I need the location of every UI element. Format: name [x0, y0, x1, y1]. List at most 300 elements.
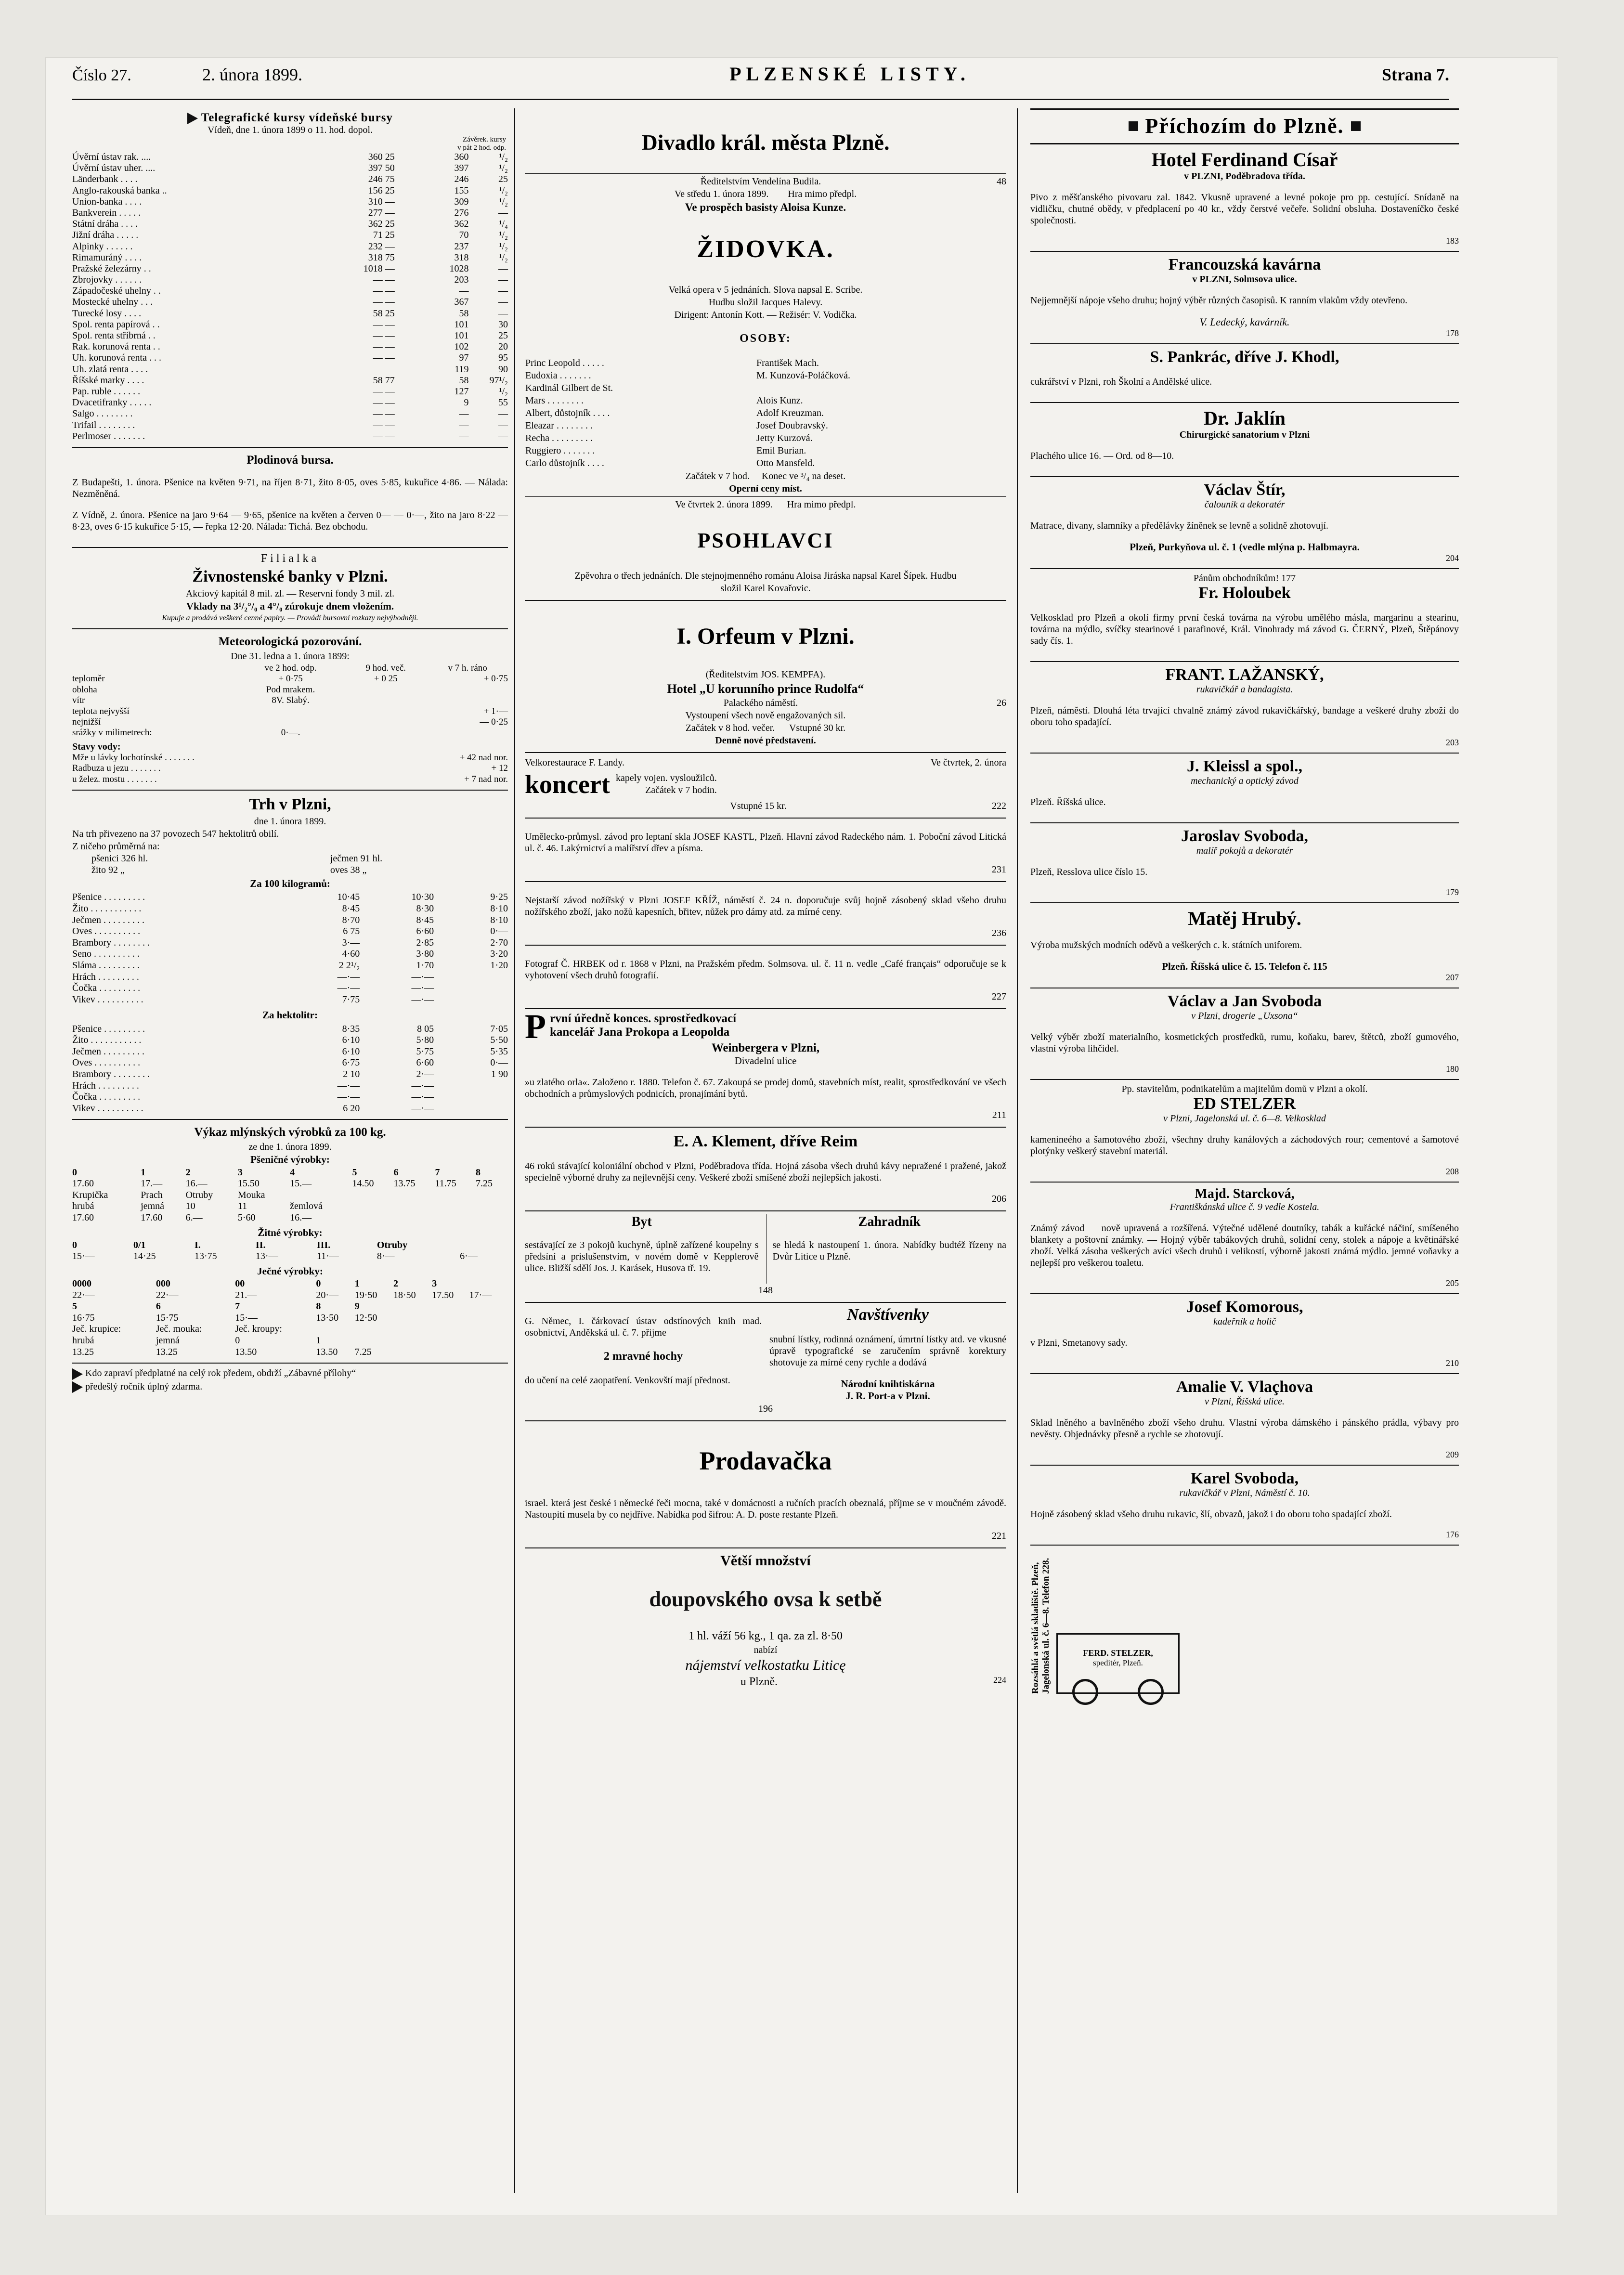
- pointer-icon: [72, 1381, 83, 1393]
- commodity-price: —·—: [337, 1092, 360, 1103]
- table-row: [72, 994, 508, 1006]
- advertisement: [1030, 1183, 1459, 1294]
- commodity-name: Hrách . . . . . . . . .: [72, 971, 139, 982]
- meteo-label: vítr: [72, 695, 85, 706]
- stock-name: Trifail . . . . . . . .: [72, 419, 135, 430]
- commodity-name: Čočka . . . . . . . . .: [72, 1092, 141, 1103]
- masthead-rule: [72, 99, 1449, 100]
- klement-num: 206: [992, 1194, 1006, 1205]
- cast-actor: František Mach.: [756, 358, 819, 369]
- stock-frac: 97¹/₂: [489, 375, 508, 386]
- advertisement: [1030, 823, 1459, 903]
- oats-line-4: nabízí: [754, 1644, 778, 1655]
- stock-close: 246 75: [368, 174, 395, 185]
- table-row: [72, 274, 508, 286]
- stock-title: Telegrafické kursy vídeňské bursy: [72, 111, 508, 125]
- stock-name: Pražské železárny . .: [72, 263, 151, 274]
- mill-grade: 0/1: [133, 1239, 146, 1250]
- mill-price: 13·50: [316, 1312, 339, 1323]
- stock-frac: ¹/₂: [499, 196, 508, 207]
- stock-name: Rimamuráný . . . .: [72, 252, 142, 263]
- table-row: [72, 728, 508, 738]
- mill-price: 13·75: [194, 1251, 217, 1262]
- meteo-value: [237, 717, 344, 728]
- cast-actor: Adolf Kreuzman.: [756, 408, 824, 419]
- prodavacka-ad: [525, 1421, 1006, 1548]
- ad-body: cukrářství v Plzni, roh Školní a Andělské ulice.: [1030, 377, 1212, 387]
- concert-right-2: Začátek v 7 hodin.: [645, 785, 717, 796]
- table-row: [72, 1301, 508, 1313]
- mill-price: 17.60: [72, 1178, 94, 1189]
- meteo-value: + 0·75: [483, 674, 508, 684]
- kastl-ad: [525, 819, 1006, 882]
- bank-note: Kupuje a prodává veškeré cenné papíry. — Provádí bursovní rozkazy nejvýhodněji.: [162, 613, 418, 622]
- byt-text: sestávající ze 3 pokojů kuchyně, úplně zařízené koupelny s předsíní a prislušenstvím, v novém domě v Kepplerově ulice. Bližší sdělí Jos. J. Karásek, Husova tř. 19.: [525, 1240, 759, 1274]
- commodity-name: Hrách . . . . . . . . .: [72, 1080, 139, 1091]
- stock-close: — —: [373, 319, 395, 330]
- meteo-label: srážky v milimetrech:: [72, 728, 152, 738]
- subscription-line-2: předešlý ročník úplný zdarma.: [72, 1381, 508, 1393]
- stelzer-wagon-ad: [1030, 1546, 1459, 1699]
- stock-name: Uh. zlatá renta . . . .: [72, 364, 148, 375]
- table-row: [72, 1035, 508, 1046]
- kriz-num: 236: [992, 928, 1006, 939]
- market-per100-head: Za 100 kilogramů:: [250, 878, 330, 890]
- market-block: [72, 791, 508, 1120]
- mill-grade: 0: [316, 1278, 321, 1289]
- table-row: [72, 319, 508, 330]
- ad-business-name: S. Pankrác, dříve J. Khodl,: [1150, 348, 1339, 366]
- oats-line-6: u Plzně. 224: [740, 1675, 1006, 1688]
- cast-role: Mars . . . . . . . .: [525, 395, 584, 406]
- table-row: [72, 926, 508, 937]
- table-row: [72, 1240, 508, 1251]
- market-perhl-head: Za hektolitr:: [262, 1009, 318, 1021]
- commodity-name: Ječmen . . . . . . . . .: [72, 1046, 144, 1057]
- stock-afternoon: —: [459, 286, 469, 297]
- prodavacka-num: 221: [992, 1530, 1006, 1541]
- stock-close: — —: [373, 330, 395, 341]
- table-row: [72, 972, 508, 983]
- stock-afternoon: 102: [454, 341, 469, 352]
- byt-zahradnik-ad: [525, 1211, 1006, 1303]
- ad-role: Františkánská ulice č. 9 vedle Kostela.: [1169, 1202, 1320, 1212]
- mill-grade: 8: [316, 1301, 321, 1312]
- table-row: [72, 386, 508, 397]
- stock-frac: —: [498, 408, 508, 419]
- commodity-price: —·—: [411, 1092, 434, 1103]
- mill-grade: 6: [156, 1301, 161, 1312]
- table-row: [525, 394, 1006, 407]
- meteo-block: [72, 629, 508, 791]
- ad-body: kamenineého a šamotového zboží, všechny druhy kanálových a záchodových rour; cementové a šamotové plotýnky veškerý stavební materiál.: [1030, 1134, 1459, 1157]
- mill-price: 13.25: [72, 1346, 94, 1357]
- commodity-price: —·—: [411, 983, 434, 994]
- mill-subhead-2: 1: [316, 1335, 321, 1346]
- ad-business-name: ED STELZER: [1193, 1095, 1296, 1113]
- table-row: [72, 297, 508, 308]
- stock-name: Spol. renta stříbrná . .: [72, 330, 156, 341]
- stock-frac: ¹/₄: [499, 219, 508, 230]
- mill-grade: 0: [72, 1239, 77, 1250]
- ad-role: v Plzni, Jagelonská ul. č. 6—8. Velkosklad: [1163, 1113, 1326, 1124]
- wagon-line-1: FERD. STELZER,: [1083, 1648, 1153, 1658]
- orfeum-line: Vystoupení všech nově engažovaných sil.: [685, 710, 846, 721]
- meteo-value: [344, 685, 427, 695]
- mill-price: 15.50: [237, 1178, 260, 1189]
- advertisement: [1030, 1466, 1459, 1546]
- stock-afternoon: —: [459, 430, 469, 442]
- stock-frac: —: [498, 308, 508, 319]
- ad-subtitle: Chirurgické sanatorium v Plzni: [1179, 429, 1310, 440]
- stock-frac: ¹/₂: [499, 241, 508, 252]
- kastl-text: Umělecko-průmysl. závod pro leptaní skla JOSEF KASTL, Plzeň. Hlavní závod Radeckého nám. 1. Poboční závod Litická ul. č. 46. Lakýrnictví a malířství dřev a písma.: [525, 832, 1006, 854]
- mill-subhead-2: 10: [185, 1201, 195, 1212]
- advertisement: [1030, 1080, 1459, 1183]
- commodity-price: 5·50: [490, 1035, 508, 1046]
- mill-report-block: [72, 1120, 508, 1364]
- mill-price: 5·60: [237, 1212, 256, 1223]
- orfeum-sub: (Ředitelstvím JOS. KEMPFA).: [705, 669, 826, 680]
- meteo-value: [344, 695, 427, 706]
- stock-afternoon: 155: [454, 185, 469, 196]
- stock-frac: 95: [498, 352, 508, 364]
- nemec-text-2: do učení na celé zaopatření. Venkovští mají přednost.: [525, 1375, 730, 1386]
- mill-price: 14·25: [133, 1251, 156, 1262]
- stock-afternoon: 360: [454, 152, 469, 162]
- ad-business-name: Karel Svoboda,: [1190, 1469, 1299, 1487]
- zahradnik-title: Zahradník: [858, 1214, 921, 1230]
- mill-price: 16·75: [72, 1312, 95, 1323]
- commodity-name: Ječmen . . . . . . . . .: [72, 914, 144, 925]
- ad-business-name: FRANT. LAŽANSKÝ,: [1165, 666, 1324, 684]
- stock-col-head-1: Závěrek. kursy: [463, 136, 506, 143]
- commodity-price: —·—: [337, 971, 360, 982]
- stock-frac: ¹/₂: [499, 185, 508, 196]
- mill-price: 13.50: [235, 1346, 257, 1357]
- ad-body: v Plzni, Smetanovy sady.: [1030, 1338, 1128, 1348]
- column-divider-2: [1017, 108, 1018, 2193]
- stock-close: 1018 —: [363, 263, 395, 274]
- printer-addr: J. R. Port-a v Plzni.: [845, 1390, 930, 1402]
- table-row: [72, 865, 508, 876]
- theatre-next-desc-2: složil Karel Kovařovic.: [720, 583, 811, 594]
- mill-wheat-head: Pšeničné výrobky:: [250, 1154, 330, 1166]
- commodity-price: —·—: [411, 994, 434, 1005]
- stelzer-vertical-text: Rozsáhlá a světlá skladiště. Plzeň, Jagelonská ul. č. 6—8. Telefon 228.: [1030, 1558, 1051, 1694]
- commodity-name: Čočka . . . . . . . . .: [72, 983, 141, 994]
- subscription-note: [72, 1364, 508, 1399]
- water-title: Stavy vody:: [72, 741, 121, 752]
- table-row: [72, 853, 508, 865]
- ad-business-name: Fr. Holoubek: [1198, 584, 1291, 602]
- wagon-wheel-icon: [1072, 1679, 1098, 1705]
- table-row: [525, 369, 1006, 382]
- ad-reference-number: 179: [1446, 887, 1459, 897]
- produce-para-2: Z Vídně, 2. února. Pšenice na jaro 9·64 — 9·65, pšenice na květen a červen 0— — 0·—, žito na jaro 8·22 — 8·23, oves 6·15 kukuřice 5·15, — řepka 12·20. Nálada: Tichá. Bez obchodu.: [72, 509, 508, 532]
- mill-subhead: Mouka: [237, 1189, 265, 1200]
- meteo-label: nejnižší: [72, 717, 101, 728]
- mill-price: 19·50: [354, 1289, 377, 1300]
- stock-afternoon: 101: [454, 330, 469, 341]
- commodity-name: Oves . . . . . . . . . .: [72, 1057, 141, 1068]
- table-row: [72, 949, 508, 960]
- table-row: [72, 286, 508, 297]
- table-row: [72, 753, 508, 763]
- theatre-block: [525, 108, 1006, 601]
- commodity-price: 0·—: [490, 1057, 508, 1068]
- prokop-head-4: Divadelní ulice: [734, 1055, 797, 1067]
- produce-para-1: Z Budapešti, 1. února. Pšenice na květen 9·71, na říjen 8·71, žito 8·05, oves 5·85, kukuřice 4·86. — Nálada: Nezměněná.: [72, 477, 508, 499]
- ad-reference-number: 205: [1446, 1278, 1459, 1288]
- mill-wheat-table: [72, 1167, 508, 1224]
- mill-price: 17.60: [72, 1212, 94, 1223]
- ad-body: Známý závod — nově upravená a rozšířená. Výtečné udělené doutníky, tabák a kuřácké náčiní, smíšeného blankety a poštovní známky. — Hojný výběr tabákových druhů, solidní ceny, stolek a nápoje a květinářské zboží. Velká zásoba veškerých avíci všech druhů i velikostí, výborně jakosti známá mýdlo. jemné voňavky a nejlepší pro veškerou toaletu.: [1030, 1223, 1459, 1268]
- meteo-label: teplota nejvyšší: [72, 706, 130, 716]
- stock-close: 232 —: [368, 241, 395, 252]
- commodity-price: 4·60: [342, 949, 360, 960]
- table-row: [525, 357, 1006, 369]
- stock-frac: ¹/₂: [499, 386, 508, 397]
- nemec-text: G. Němec, I. čárkovací ústav odstínových knih mad. osobnictví, Anděkská ul. č. 7. přijme: [525, 1316, 762, 1339]
- theatre-direction-num: 48: [997, 176, 1006, 187]
- cast-actor: Alois Kunz.: [756, 395, 803, 406]
- stock-afternoon: 318: [454, 252, 469, 263]
- mill-grade: 0000: [72, 1278, 91, 1289]
- stock-close: — —: [373, 430, 395, 442]
- stock-afternoon: 367: [454, 297, 469, 308]
- market-line-2: Z ničeho průměrná na:: [72, 841, 160, 852]
- column-3: [1030, 108, 1459, 1699]
- commodity-price: 6·10: [342, 1035, 360, 1046]
- mill-grade: 5: [72, 1301, 77, 1312]
- ad-subtitle: v PLZNI, Solmsova ulice.: [1192, 274, 1297, 285]
- table-row: [72, 241, 508, 252]
- commodity-price: 8·70: [342, 914, 360, 925]
- water-table: [72, 753, 508, 785]
- cast-role: Eudoxia . . . . . . .: [525, 370, 591, 381]
- stock-close: — —: [373, 286, 395, 297]
- commodity-price: 3·80: [416, 949, 434, 960]
- mill-grade: 5: [352, 1167, 357, 1178]
- stock-subtitle: Vídeň, dne 1. února 1899 o 11. hod. dopol.: [207, 125, 373, 135]
- water-label: u želez. mostu . . . . . . .: [72, 774, 157, 784]
- table-row: [72, 1092, 508, 1103]
- stock-name: Spol. renta papírová . .: [72, 319, 160, 330]
- mill-grade: 6: [393, 1167, 399, 1178]
- mill-price: 6.—: [185, 1212, 203, 1223]
- table-row: [525, 419, 1006, 432]
- table-row: [72, 230, 508, 241]
- cast-actor: M. Kunzová-Poláčková.: [756, 370, 850, 381]
- mill-grade: 2: [185, 1167, 191, 1178]
- cast-role: Ruggiero . . . . . . .: [525, 445, 595, 456]
- table-row: [72, 717, 508, 728]
- stock-close: — —: [373, 352, 395, 364]
- meteo-value: [344, 728, 427, 738]
- subscription-line-1: Kdo zapraví předplatné na celý rok předem, obdrží „Zábavné přílohy“: [72, 1367, 508, 1379]
- stock-afternoon: 1028: [449, 263, 469, 274]
- table-row: [72, 208, 508, 219]
- meteo-value: + 0·75: [278, 674, 303, 684]
- ad-body: Výroba mužských modních oděvů a veškerých c. k. státních uniforem.: [1030, 940, 1302, 950]
- stock-frac: 25: [498, 174, 508, 185]
- orfeum-num: 26: [997, 698, 1006, 709]
- arrivals-title: Příchozím do Plzně.: [1145, 114, 1344, 138]
- ad-business-name: Majd. Starcková,: [1195, 1186, 1295, 1201]
- kriz-text: Nejstarší závod nožířský v Plzni JOSEF KŘÍŽ, náměstí č. 24 n. doporučuje svůj hojně zásobený sklad všeho druhu nožířského zboží, jako nožů kapesních, břitev, nůžek pro dámy atd. za mírné ceny.: [525, 895, 1006, 918]
- mill-price: 11·—: [316, 1251, 339, 1262]
- advertisement: [1030, 988, 1459, 1080]
- ad-body: Plzeň, náměstí. Dlouhá léta trvající chvalně známý závod rukavičkářský, bandage a veškeré druhy zboží do oboru toho spadající.: [1030, 705, 1459, 728]
- stock-name: Říšské marky . . . .: [72, 375, 144, 386]
- stock-frac: 20: [498, 341, 508, 352]
- table-row: [72, 1069, 508, 1080]
- mill-grade: 1: [354, 1278, 360, 1289]
- advertisement: [1030, 569, 1459, 662]
- market-kv-right: oves 38 „: [330, 864, 367, 875]
- table-row: [72, 308, 508, 319]
- mill-grade: Otruby: [377, 1239, 408, 1250]
- commodity-price: —·—: [337, 983, 360, 994]
- commodity-price: 6 20: [343, 1103, 360, 1114]
- mill-grade: 7: [435, 1167, 440, 1178]
- concert-word: koncert: [525, 770, 610, 799]
- column-divider-1: [514, 108, 515, 2193]
- ad-body: Plachého ulice 16. — Ord. od 8—10.: [1030, 451, 1174, 461]
- prokop-ad: [525, 1009, 1006, 1128]
- mill-price: 22·—: [72, 1289, 95, 1300]
- ad-role: malíř pokojů a dekoratér: [1196, 845, 1293, 856]
- commodity-price: 6·60: [416, 1057, 434, 1068]
- ad-body: Hojně zásobený sklad všeho druhu rukavic, šlí, obvazů, jakož i do oboru toho spadající zboží.: [1030, 1509, 1392, 1520]
- commodity-price: —·—: [411, 1103, 434, 1114]
- mill-subhead-2: jemná: [141, 1201, 165, 1212]
- concert-venue: Velkorestaurace F. Landy. Ve čtvrtek, 2. února: [525, 757, 1006, 768]
- table-row: [72, 960, 508, 972]
- commodity-price: 8 05: [417, 1023, 434, 1034]
- mill-subhead-2: hrubá: [72, 1335, 94, 1346]
- mill-price: 12·50: [354, 1312, 377, 1323]
- stock-name: Perlmoser . . . . . . .: [72, 430, 145, 442]
- commodity-price: 10·30: [411, 892, 434, 903]
- ad-role: rukavičkář a bandagista.: [1196, 684, 1293, 695]
- commodity-price: 6·10: [342, 1046, 360, 1057]
- prodavacka-title: Prodavačka: [699, 1446, 832, 1476]
- pointer-icon: [72, 1368, 83, 1380]
- stock-close: — —: [373, 386, 395, 397]
- wagon-line-2: speditér, Plzeň.: [1093, 1658, 1143, 1667]
- byt-title: Byt: [631, 1214, 652, 1230]
- stock-frac: ¹/₂: [499, 152, 508, 162]
- theatre-desc-2: Hudbu složil Jacques Halevy.: [708, 297, 823, 308]
- cast-actor: Jetty Kurzová.: [756, 433, 813, 444]
- table-row: [72, 1251, 508, 1262]
- stock-afternoon: —: [459, 408, 469, 419]
- newspaper-title: PLZENSKÉ LISTY.: [729, 63, 970, 85]
- table-row: [72, 364, 508, 375]
- commodity-price: 5·75: [416, 1046, 434, 1057]
- table-row: [72, 196, 508, 208]
- stock-name: Rak. korunová renta . .: [72, 341, 160, 352]
- theatre-title: Divadlo král. města Plzně.: [641, 130, 890, 155]
- commodity-price: 2·—: [416, 1068, 434, 1079]
- produce-title: Plodinová bursa.: [247, 453, 334, 467]
- advertisement: [1030, 144, 1459, 252]
- meteo-sub: Dne 31. ledna a 1. února 1899:: [231, 651, 350, 662]
- commodity-price: —·—: [337, 1080, 360, 1091]
- water-label: Mže u lávky lochotínské . . . . . . .: [72, 752, 195, 763]
- prokop-head-1: rvní úředně konces. sprostředkovací: [549, 1012, 737, 1026]
- mill-price: 8·—: [377, 1251, 395, 1262]
- market-line-1: Na trh přivezeno na 37 povozech 547 hektolitrů obilí.: [72, 829, 279, 840]
- mill-price: 16.—: [185, 1178, 208, 1189]
- table-row: [72, 685, 508, 695]
- mill-grade: II.: [255, 1239, 266, 1250]
- commodity-name: Seno . . . . . . . . . .: [72, 949, 140, 960]
- water-value: + 7 nad nor.: [464, 774, 508, 784]
- table-row: [525, 432, 1006, 444]
- stock-close: 360 25: [368, 152, 395, 162]
- commodity-price: 0·—: [490, 926, 508, 937]
- mill-price: 17.—: [141, 1178, 163, 1189]
- stock-afternoon: 127: [454, 386, 469, 397]
- ad-reference-number: 208: [1446, 1167, 1459, 1176]
- commodity-price: [434, 1103, 508, 1115]
- commodity-name: Žito . . . . . . . . . . .: [72, 903, 142, 914]
- orfeum-title: I. Orfeum v Plzni.: [676, 624, 855, 650]
- theatre-next-date: Ve čtvrtek 2. února 1899. Hra mimo předpl.: [675, 499, 856, 510]
- mill-rye-table: [72, 1240, 508, 1262]
- column-1: [72, 108, 508, 1399]
- columns: [72, 108, 1459, 2203]
- concert-right-1: kapely vojen. vysloužilců.: [615, 773, 717, 784]
- table-row: [72, 1290, 508, 1301]
- table-row: [72, 1046, 508, 1058]
- commodity-price: 8·10: [490, 903, 508, 914]
- mill-price: 13·—: [255, 1251, 278, 1262]
- zahradnik-text: se hledá k nastoupení 1. února. Nabídky budtéž řízeny na Dvůr Litice u Plzně.: [772, 1240, 1006, 1262]
- stock-name: Jižní dráha . . . . .: [72, 230, 139, 241]
- mill-grade: 000: [156, 1278, 170, 1289]
- meteo-value: [344, 717, 427, 728]
- commodity-price: 6·60: [416, 926, 434, 937]
- stock-frac: —: [498, 286, 508, 297]
- hrbek-ad: [525, 946, 1006, 1009]
- mill-price: 17.50: [432, 1289, 454, 1300]
- ad-body: Nejjemnější nápoje všeho druhu; hojný výběr různých časopisů. K ranním vlakům vždy otevřeno.: [1030, 295, 1408, 306]
- stock-afternoon: 101: [454, 319, 469, 330]
- bank-name: Živnostenské banky v Plzni.: [192, 567, 388, 585]
- meteo-value: [237, 706, 344, 717]
- table-row: [72, 174, 508, 185]
- market-perhl-table: [72, 1024, 508, 1115]
- mill-grade: 00: [235, 1278, 245, 1289]
- prodavacka-body: israel. která jest české i německé řeči mocna, také v domácnosti a ručních pracích obeznalá, příjme se v moučném závodě. Nastoupití musela by co nejdříve. Nabídka pod šifrou: A. D. poste restante Plzeň.: [525, 1497, 1006, 1520]
- meteo-value: 0·—.: [281, 728, 300, 738]
- concert-entry: Vstupné 15 kr. 222: [730, 801, 1006, 812]
- stock-name: Západočeské uhelny . .: [72, 286, 161, 297]
- meteo-value: [427, 728, 508, 738]
- stock-name: Länderbank . . . .: [72, 174, 138, 185]
- ad-reference-number: 209: [1446, 1450, 1459, 1459]
- meteo-value: [427, 695, 508, 706]
- cast-actor: [756, 382, 1006, 394]
- mill-grade: III.: [316, 1239, 331, 1250]
- ad-reference-number: 203: [1446, 738, 1459, 747]
- commodity-price: 9·25: [490, 892, 508, 903]
- prokop-head-3: Weinbergera v Plzni,: [711, 1041, 820, 1055]
